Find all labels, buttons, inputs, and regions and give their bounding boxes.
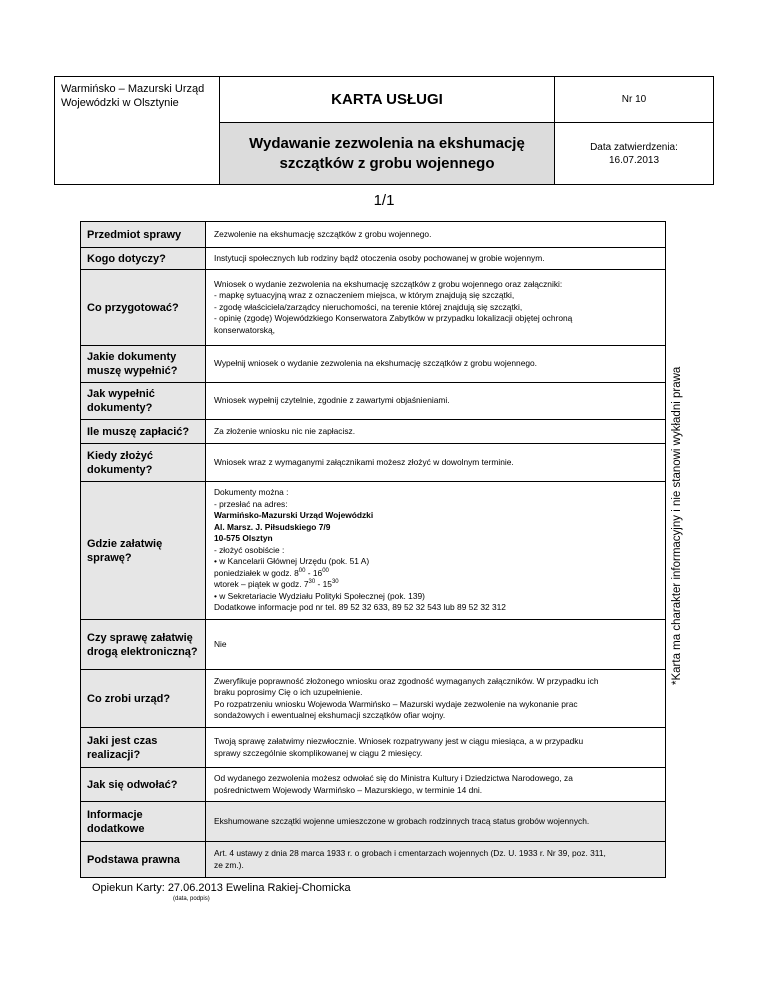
office-hours	[214, 579, 659, 591]
card-keeper-signature: Opiekun Karty: 27.06.2013 Ewelina Rakiej-Chomicka	[92, 882, 351, 894]
hours-part: wtorek – piątek w godz. 7	[214, 579, 309, 590]
value-line: Za złożenie wniosku nic nie zapłacisz.	[214, 425, 356, 436]
value-line: konserwatorską,	[214, 324, 275, 335]
value-line: sondażowych i ewentualnej ekshumacji szczątków ofiar wojny.	[214, 710, 446, 720]
value-line: Zweryfikuje poprawność złożonego wniosku oraz zgodność wymaganych załączników. W przypadku ich	[214, 675, 599, 686]
row-value	[206, 620, 666, 670]
address-line: Al. Marsz. J. Piłsudskiego 7/9	[214, 521, 331, 532]
row-value	[206, 270, 666, 346]
table-row	[81, 620, 666, 670]
value-line: - zgodę właściciela/zarządcy nieruchomości, na terenie której znajdują się szczątki,	[214, 301, 523, 312]
table-row	[81, 670, 666, 728]
row-value	[206, 444, 666, 482]
row-value	[206, 670, 666, 728]
value-line: Po rozpatrzeniu wniosku Wojewoda Warmińsko – Mazurski wydaje zezwolenie na wykonanie prac	[214, 698, 578, 709]
subject-line-1: Wydawanie zezwolenia na ekshumację	[249, 134, 525, 152]
table-row	[81, 768, 666, 802]
row-value	[206, 768, 666, 802]
value-line: Od wydanego zezwolenia możesz odwołać się do Ministra Kultury i Dziedzictwa Narodowego, za	[214, 773, 573, 783]
row-value	[206, 728, 666, 768]
table-row	[81, 728, 666, 768]
value-line: Wniosek wraz z wymaganymi załącznikami możesz złożyć w dowolnym terminie.	[214, 456, 514, 467]
row-value	[206, 346, 666, 383]
row-label: Informacje dodatkowe	[81, 802, 206, 842]
card-subject	[220, 123, 555, 185]
hours-part: - 16	[305, 567, 323, 578]
address-line: 10-575 Olsztyn	[214, 533, 273, 544]
row-label: Kiedy złożyć dokumenty?	[81, 444, 206, 482]
value-line: - mapkę sytuacyjną wraz z oznaczeniem miejsca, w którym znajdują się szczątki,	[214, 290, 515, 301]
signature-caption: (data, podpis)	[173, 896, 210, 902]
table-row	[81, 842, 666, 878]
hours-part: 00	[322, 567, 329, 574]
address-line: • w Kancelarii Głównej Urzędu (pok. 51 A)	[214, 556, 370, 567]
page-number: 1/1	[373, 192, 395, 209]
row-label: Jak wypełnić dokumenty?	[81, 383, 206, 420]
card-number: Nr 10	[555, 77, 714, 123]
row-label: Gdzie załatwię sprawę?	[81, 482, 206, 620]
hours-part: - 15	[315, 579, 332, 590]
value-line: - opinię (zgodę) Wojewódzkiego Konserwatora Zabytków w przypadku lokalizacji objętej ochroną	[214, 313, 573, 324]
row-value	[206, 482, 666, 620]
row-label: Kogo dotyczy?	[81, 248, 206, 270]
row-value	[206, 383, 666, 420]
office-name	[55, 77, 220, 185]
disclaimer-note: *Karta ma charakter informacyjny i nie stanowi wykładni prawa	[671, 366, 683, 685]
table-row	[81, 222, 666, 248]
row-value	[206, 222, 666, 248]
table-row	[81, 802, 666, 842]
value-line: Nie	[214, 638, 227, 649]
value-line: braku poprosimy Cię o ich uzupełnienie.	[214, 687, 363, 697]
row-label: Podstawa prawna	[81, 842, 206, 878]
row-label: Ile muszę zapłacić?	[81, 420, 206, 444]
address-line: - złożyć osobiście :	[214, 544, 285, 555]
row-label: Jaki jest czas realizacji?	[81, 728, 206, 768]
approval-date-value: 16.07.2013	[608, 154, 660, 166]
value-line: Twoją sprawę załatwimy niezwłocznie. Wniosek rozpatrywany jest w ciągu miesiąca, a w przypadku	[214, 736, 584, 746]
approval-date	[555, 123, 714, 185]
row-value	[206, 248, 666, 270]
value-line: sprawy szczególnie skomplikowanej w ciągu 2 miesięcy.	[214, 747, 423, 758]
address-line: Dodatkowe informacje pod nr tel. 89 52 32 633, 89 52 32 543 lub 89 52 32 312	[214, 602, 506, 613]
row-label: Co zrobi urząd?	[81, 670, 206, 728]
address-line: Dokumenty można :	[214, 487, 289, 498]
value-line: Art. 4 ustawy z dnia 28 marca 1933 r. o grobach i cmentarzach wojennych (Dz. U. 1933 r. Nr 39, poz. 311,	[214, 848, 606, 858]
office-line-2: Wojewódzki w Olsztynie	[61, 97, 179, 109]
table-row	[81, 270, 666, 346]
office-line-1: Warmińsko – Mazurski Urząd	[61, 83, 205, 95]
row-label: Jakie dokumenty muszę wypełnić?	[81, 346, 206, 383]
row-value	[206, 842, 666, 878]
value-line: Wniosek o wydanie zezwolenia na ekshumację szczątków z grobu wojennego oraz załączniki:	[214, 278, 563, 289]
row-label: Jak się odwołać?	[81, 768, 206, 802]
row-value	[206, 420, 666, 444]
card-title: KARTA USŁUGI	[220, 77, 555, 123]
row-value	[206, 802, 666, 842]
table-row	[81, 444, 666, 482]
service-card-table	[80, 221, 666, 878]
value-line: Ekshumowane szczątki wojenne umieszczone w grobach rodzinnych tracą status grobów wojennych.	[214, 815, 590, 826]
value-line: Wypełnij wniosek o wydanie zezwolenia na ekshumację szczątków z grobu wojennego.	[214, 358, 537, 369]
row-label: Przedmiot sprawy	[81, 222, 206, 248]
value-line: pośrednictwem Wojewody Warmińsko – Mazurskiego, w terminie 14 dni.	[214, 784, 483, 795]
address-line: - przesłać na adres:	[214, 498, 288, 509]
table-row	[81, 482, 666, 620]
approval-date-label: Data zatwierdzenia:	[590, 141, 678, 153]
value-line: Zezwolenie na ekshumację szczątków z grobu wojennego.	[214, 228, 432, 239]
table-row	[81, 420, 666, 444]
hours-part: 00	[298, 567, 306, 574]
table-row	[81, 248, 666, 270]
hours-part: 30	[331, 579, 339, 586]
table-row	[81, 346, 666, 383]
value-line: ze zm.).	[214, 859, 244, 870]
value-line: Instytucji społecznych lub rodziny bądź otoczenia osoby pochowanej w grobie wojennym.	[214, 252, 545, 263]
table-row	[81, 383, 666, 420]
hours-part: 30	[308, 579, 316, 586]
header-table	[54, 76, 714, 185]
row-label: Co przygotować?	[81, 270, 206, 346]
office-hours	[214, 568, 659, 580]
address-line: • w Sekretariacie Wydziału Polityki Społecznej (pok. 139)	[214, 590, 425, 601]
address-line: Warmińsko-Mazurski Urząd Wojewódzki	[214, 510, 374, 521]
hours-part: poniedziałek w godz. 8	[214, 567, 299, 578]
subject-line-2: szczątków z grobu wojennego	[279, 154, 495, 172]
value-line: Wniosek wypełnij czytelnie, zgodnie z zawartymi objaśnieniami.	[214, 395, 450, 406]
row-label: Czy sprawę załatwię drogą elektroniczną?	[81, 620, 206, 670]
